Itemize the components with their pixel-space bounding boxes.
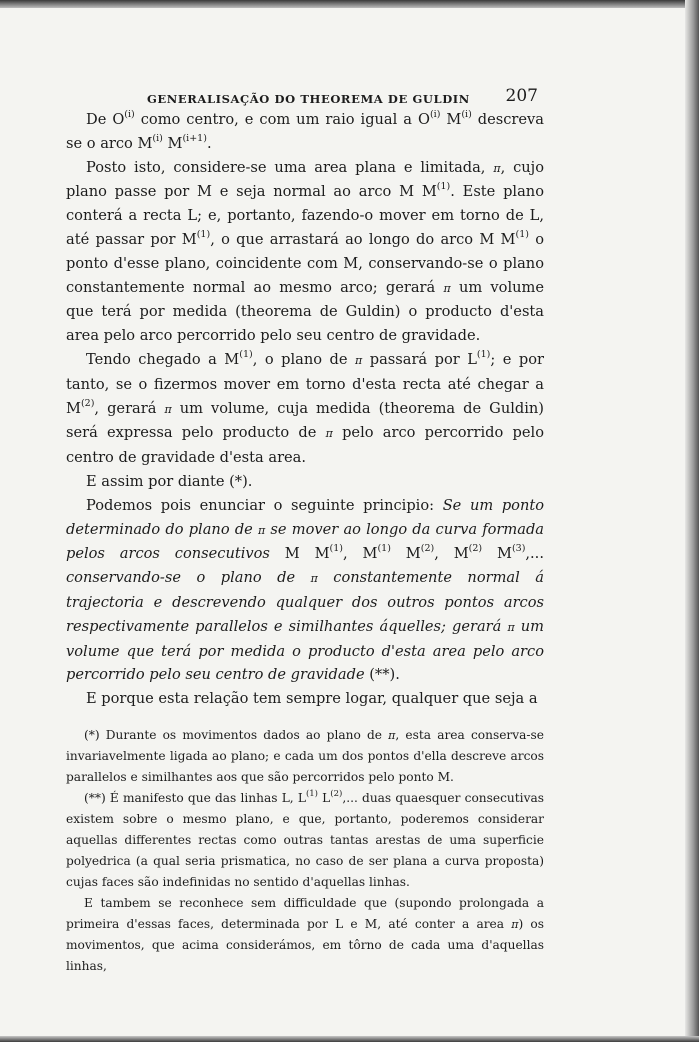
page-number: 207 — [505, 86, 538, 106]
footnote-2-continuation: E tambem se reconhece sem difficuldade que (supondo prolongada a primeira d'essas faces, determinada por L e M, até conter a area π) os movimentos, que acima considerámos, em tôrno de cada uma d'aquellas linhas, — [66, 895, 545, 973]
book-page — [66, 82, 544, 977]
paragraph-2: Posto isto, considere-se uma area plana e limitada, π, cujo plano passe por M e seja normal ao arco M $M^{(1)}$. Este plano conterá a recta L; e, portanto, fazendo-o mover em torno de L, até passar por $M^{(1)}$, o que arrastará ao longo do arco M $M^{(1)}$ o ponto d'esse plano, coincidente com M, conservando-se o plano constantemente normal ao mesmo arco; gerará π um volume que terá por medida (theorema de Guldin) o producto d'esta area pelo arco percorrido pelo seu centro de gravidade. — [66, 158, 544, 345]
paragraph-1: De $O^{(i)}$ como centro, e com um raio igual a $O^{(i)}$ $M^{(i)}$ descreva se o arco $M^{(i)}$ $M^{(i+1)}$. — [66, 109, 544, 152]
page-header — [66, 82, 544, 108]
scan-bottom-edge — [0, 1036, 699, 1042]
paragraph-6: E porque esta relação tem sempre logar, qualquer que seja a — [86, 690, 538, 708]
body-text — [66, 108, 544, 711]
paragraph-4: E assim por diante (*). — [86, 472, 253, 490]
footnotes — [66, 725, 544, 977]
scan-right-edge — [685, 0, 699, 1042]
paragraph-5-principle: Podemos pois enunciar o seguinte principio: Se um ponto determinado do plano de π se mover ao longo da curva formada pelos arcos consecutivos M $M^{(1)}$, $M^{(1)}$ $M^{(2)}$, $M^{(2)}$ $M^{(3)}$,... conservando-se o plano de π constantemente normal á trajectoria e descrevendo qualquer dos outros pontos arcos respectivamente parallelos e similhantes áquelles; gerará π um volume que terá por medida o producto d'esta area pelo arco percorrido pelo seu centro de gravidade (**). — [66, 496, 544, 684]
footnote-1: (*) Durante os movimentos dados ao plano de π, esta area conserva-se invariavelmente ligada ao plano; e cada um dos pontos d'ella descreve arcos parallelos e similhantes aos que são percorridos pelo ponto M. — [66, 727, 544, 784]
scan-top-edge — [0, 0, 699, 8]
running-title: GENERALISAÇÃO DO THEOREMA DE GULDIN — [147, 92, 470, 106]
paragraph-3: Tendo chegado a $M^{(1)}$, o plano de π passará por $L^{(1)}$; e por tanto, se o fizermos mover em torno d'esta recta até chegar a $M^{(2)}$, gerará π um volume, cuja medida (theorema de Guldin) será expressa pelo producto de π pelo arco percorrido pelo centro de gravidade d'esta area. — [66, 348, 545, 467]
footnote-2: (**) É manifesto que das linhas L, $L^{(1)}$ $L^{(2)}$,... duas quaesquer consecutivas existem sobre o mesmo plano, e que, portanto, poderemos considerar aquellas differentes rectas como outras tantas arestas de uma superficie polyedrica (a qual seria prismatica, no caso de ser plana a curva proposta) cujas faces são indefinidas no sentido d'aquellas linhas. — [66, 788, 544, 889]
